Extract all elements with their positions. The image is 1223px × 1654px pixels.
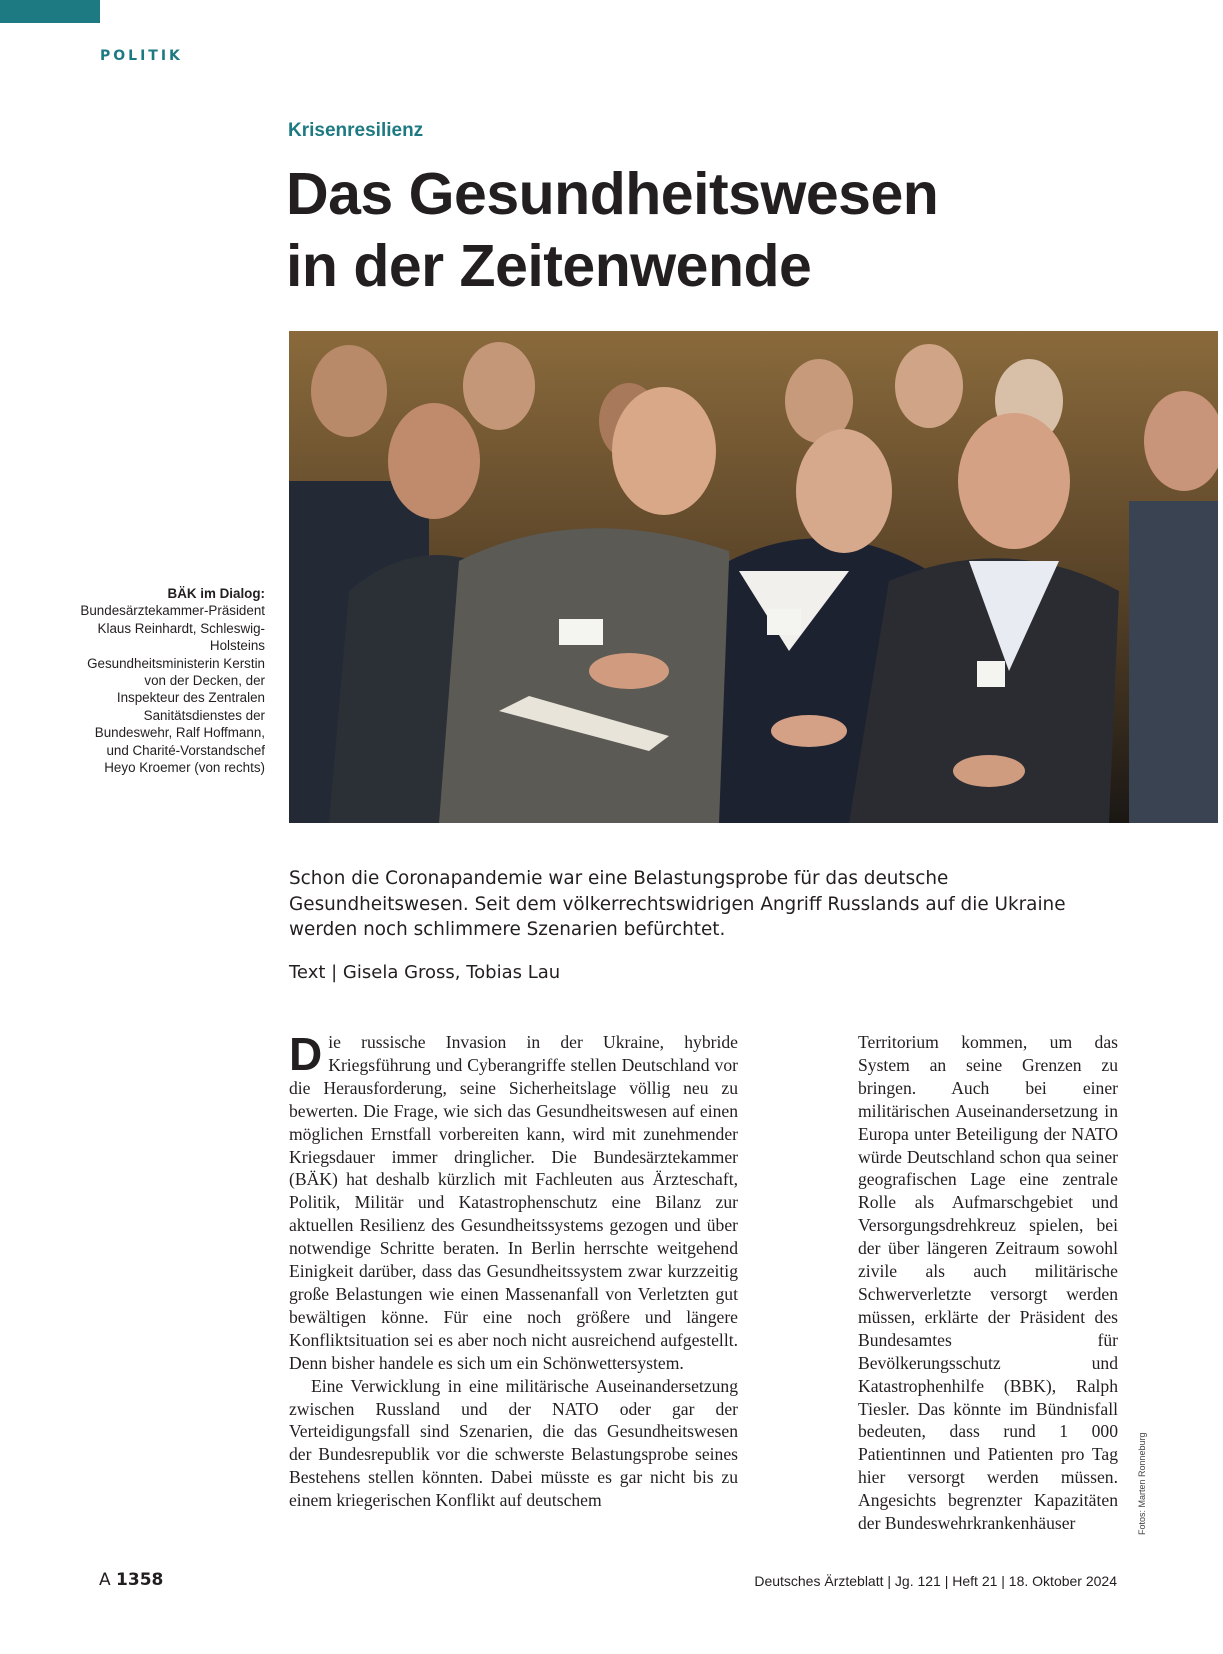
body-column-1 — [289, 1028, 738, 1512]
article-headline — [286, 158, 938, 302]
section-color-bar — [0, 0, 100, 23]
caption-text: Bundesärztekammer-Präsident Klaus Reinhardt, Schleswig-Holsteins Gesundheitsministerin Kerstin von der Decken, der Inspekteur des Zentralen Sanitätsdienstes der Bundeswehr, Ralf Hoffmann, und Charité-Vorstandschef Heyo Kroemer (von rechts) — [80, 603, 265, 776]
page-prefix: A — [99, 1570, 117, 1590]
dropcap: D — [289, 1028, 323, 1080]
page-number — [99, 1570, 163, 1590]
body-column-2 — [858, 1031, 1118, 1535]
article-lead: Schon die Coronapandemie war eine Belastungsprobe für das deutsche Gesundheitswesen. Seit dem völkerrechtswidrigen Angriff Russlands auf die Ukraine werden noch schlimmere Szenarien befürchtet. — [289, 868, 1066, 940]
journal-reference: Deutsches Ärzteblatt | Jg. 121 | Heft 21 | 18. Oktober 2024 — [754, 1573, 1117, 1589]
body-paragraph-1-text: ie russische Invasion in der Ukraine, hybride Kriegsführung und Cyberangriffe stellen Deutschland vor die Herausforderung, seine Sicherheitslage völlig neu zu bewerten. Die Frage, wie sich das Gesundheitswesen auf einen möglichen Ernstfall vorbereiten kann, wird mit zunehmender Kriegsdauer immer dringlicher. Die Bundesärztekammer (BÄK) hat deshalb kürzlich mit Fachleuten aus Ärzteschaft, Politik, Militär und Katastrophenschutz eine Bilanz zur aktuellen Resilienz des Gesundheitssystems gezogen und über notwendige Schritte beraten. In Berlin herrschte weitgehend Einigkeit darüber, dass das Gesundheitssystem zwar kurzzeitig große Belastungen wie einen Massenanfall von Verletzten gut bewältigen könne. Für eine noch größere und längere Konfliktsituation sei es aber noch nicht ausreichend aufgestellt. Denn bisher handele es sich um ein Schönwettersystem. — [289, 1032, 738, 1373]
body-paragraph-3: Territorium kommen, um das System an seine Grenzen zu bringen. Auch bei einer militärischen Auseinandersetzung in Europa unter Beteiligung der NATO würde Deutschland schon qua seiner geografischen Lage eine zentrale Rolle als Aufmarschgebiet und Versorgungsdrehkreuz spielen, bei der über längeren Zeitraum sowohl zivile als auch militärische Schwerverletzte versorgt werden müssen, erklärte der Präsident des Bundesamtes für Bevölkerungsschutz und Katastrophenhilfe (BBK), Ralph Tiesler. Das könnte im Bündnisfall bedeuten, dass rund 1 000 Patientinnen und Patienten pro Tag hier versorgt werden müssen. Angesichts begrenzter Kapazitäten der Bundeswehrkrankenhäuser — [858, 1032, 1118, 1534]
article-byline: Text | Gisela Gross, Tobias Lau — [289, 962, 561, 983]
photo-credit: Fotos: Marten Ronneburg — [1137, 1432, 1147, 1535]
headline-line-1: Das Gesundheitswesen — [286, 161, 939, 227]
caption-lead: BÄK im Dialog: — [167, 586, 265, 601]
photo-caption — [80, 585, 265, 776]
article-photo — [289, 331, 1218, 823]
article-kicker: Krisenresilienz — [288, 120, 424, 141]
headline-line-2: in der Zeitenwende — [286, 233, 812, 299]
body-paragraph-1 — [289, 1028, 738, 1375]
body-paragraph-2: Eine Verwicklung in eine militärische Auseinandersetzung zwischen Russland und der NATO oder gar der Verteidigungsfall sind Szenarien, die das Gesundheitswesen der Bundesrepublik vor die schwerste Belastungsprobe seines Bestehens stellen könnten. Dabei müsste es gar nicht bis zu einem kriegerischen Konflikt auf deutschem — [289, 1375, 738, 1511]
page-number-value: 1358 — [116, 1570, 164, 1590]
section-label: POLITIK — [100, 48, 183, 64]
audience-photo-illustration — [289, 331, 1218, 823]
